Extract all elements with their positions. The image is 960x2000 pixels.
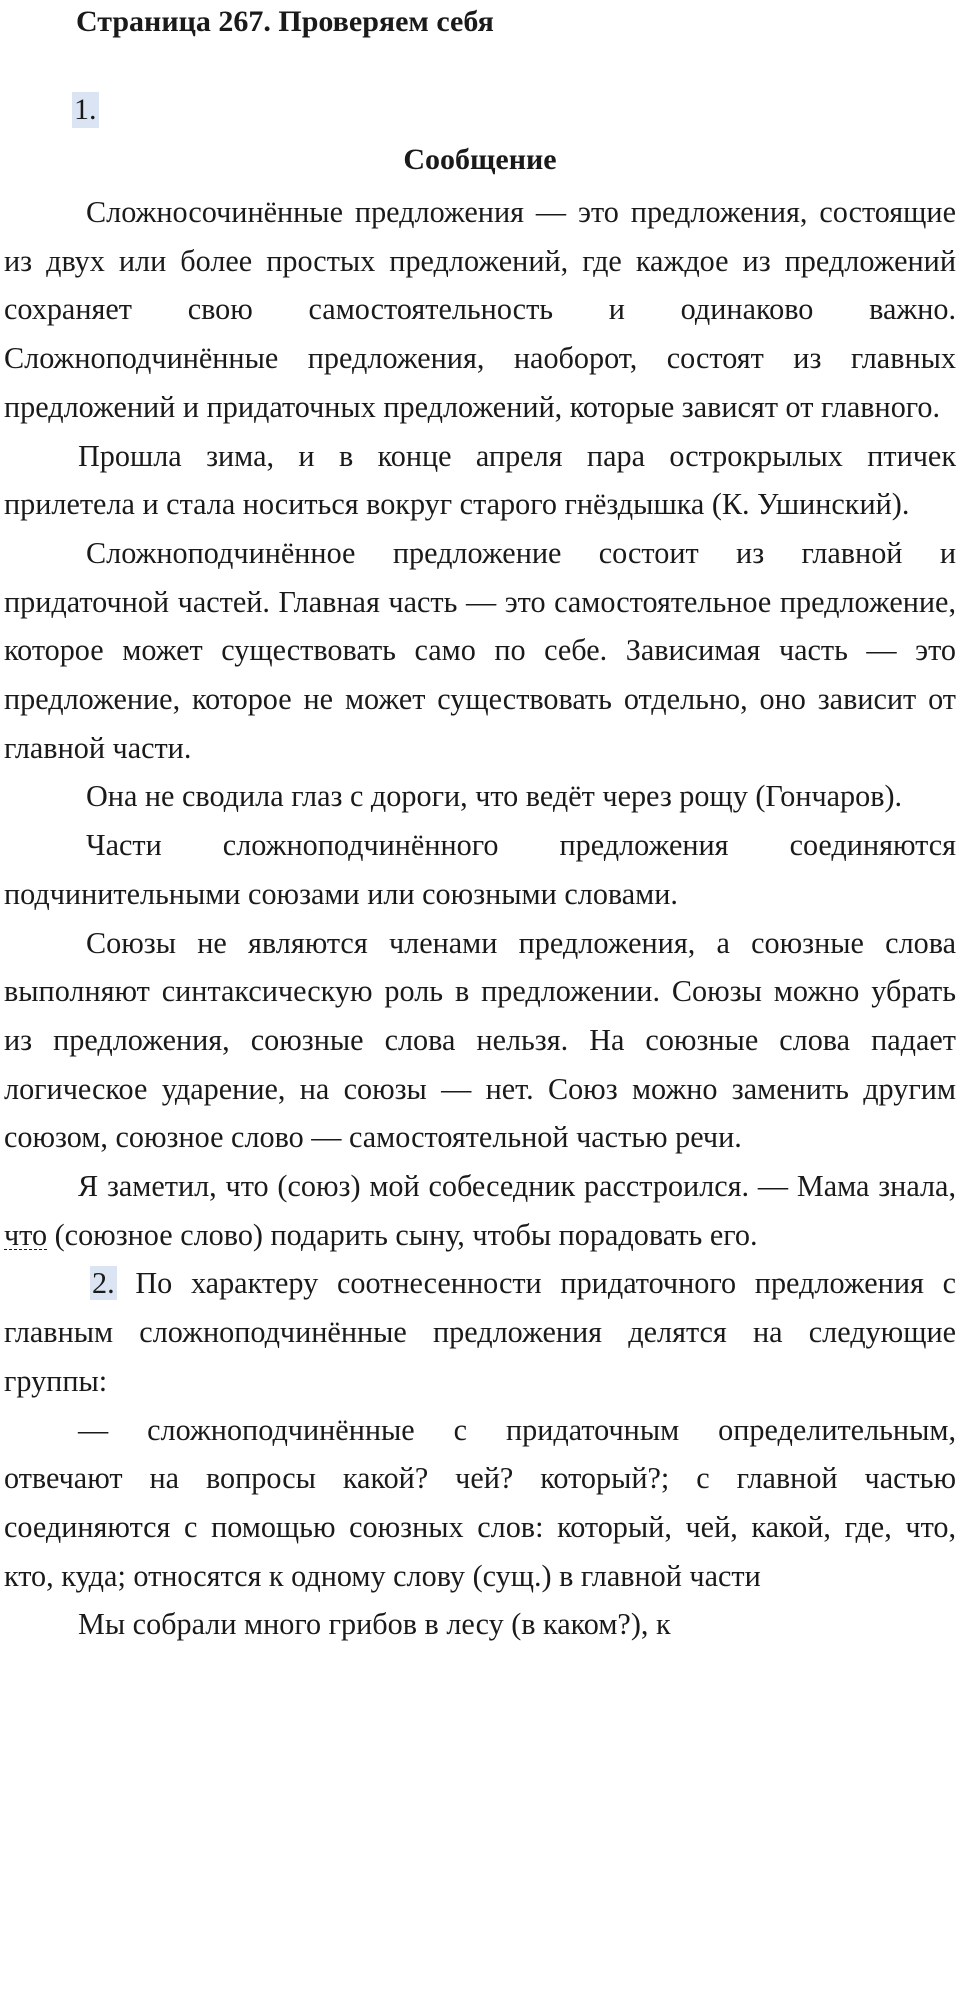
paragraph-attributive-clauses: — сложноподчинённые с придаточным определительным, отвечают на вопросы какой? чей? который?; с главной частью соединяются с помощью союзных слов: который, чей, какой, где, что, кто, куда; относятся к одному слову (сущ.) в главной части — [4, 1412, 956, 1593]
paragraph-conjunctions: Части сложноподчинённого предложения соединяются подчинительными союзами или союзными словами. — [4, 828, 956, 911]
paragraph-examples-conjunction — [4, 1162, 956, 1259]
paragraph-example-mushrooms: Мы собрали много грибов в лесу (в каком?), к — [78, 1607, 671, 1642]
document-body — [4, 188, 956, 1649]
task-number-2: 2. — [92, 1266, 115, 1301]
paragraph-example-goncharov: Она не сводила глаз с дороги, что ведёт через рощу (Гончаров). — [86, 779, 903, 814]
paragraph-task-2 — [4, 1259, 956, 1405]
underlined-word: что — [4, 1217, 48, 1252]
task-2-text: По характеру соотнесенности придаточного предложения с главным сложноподчинённые предложения делятся на следующие группы: — [4, 1266, 956, 1398]
paragraph-conjunctions-vs-words: Союзы не являются членами предложения, а союзные слова выполняют синтаксическую роль в предложении. Союзы можно убрать из предложения, союзные слова нельзя. На союзные слова падает логическое ударение, на союзы — нет. Союз можно заменить другим союзом, союзное слово — самостоятельной частью речи. — [4, 925, 956, 1155]
paragraph-example-ushinsky: Прошла зима, и в конце апреля пара острокрылых птичек прилетела и стала носиться вокруг старого гнёздышка (К. Ушинский). — [4, 438, 956, 522]
example-text-start: Я заметил, что (союз) мой собеседник расстроился. — Мама знала, — [78, 1169, 956, 1204]
example-text-end: (союзное слово) подарить сыну, чтобы порадовать его. — [47, 1217, 758, 1252]
paragraph-complex-sentence: Сложноподчинённое предложение состоит из главной и придаточной частей. Главная часть — это самостоятельное предложение, которое может существовать само по себе. Зависимая часть — это предложение, которое не может существовать отдельно, оно зависит от главной части. — [4, 535, 956, 765]
paragraph-compound-sentences: Сложносочинённые предложения — это предложения, состоящие из двух или более простых предложений, где каждое из предложений сохраняет свою самостоятельность и одинаково важно. Сложноподчинённые предложения, наоборот, состоят из главных предложений и придаточных предложений, которые зависят от главного. — [4, 195, 956, 424]
page-heading: Страница 267. Проверяем себя — [76, 5, 494, 38]
section-title: Сообщение — [403, 143, 557, 176]
task-number-1: 1. — [74, 93, 97, 126]
